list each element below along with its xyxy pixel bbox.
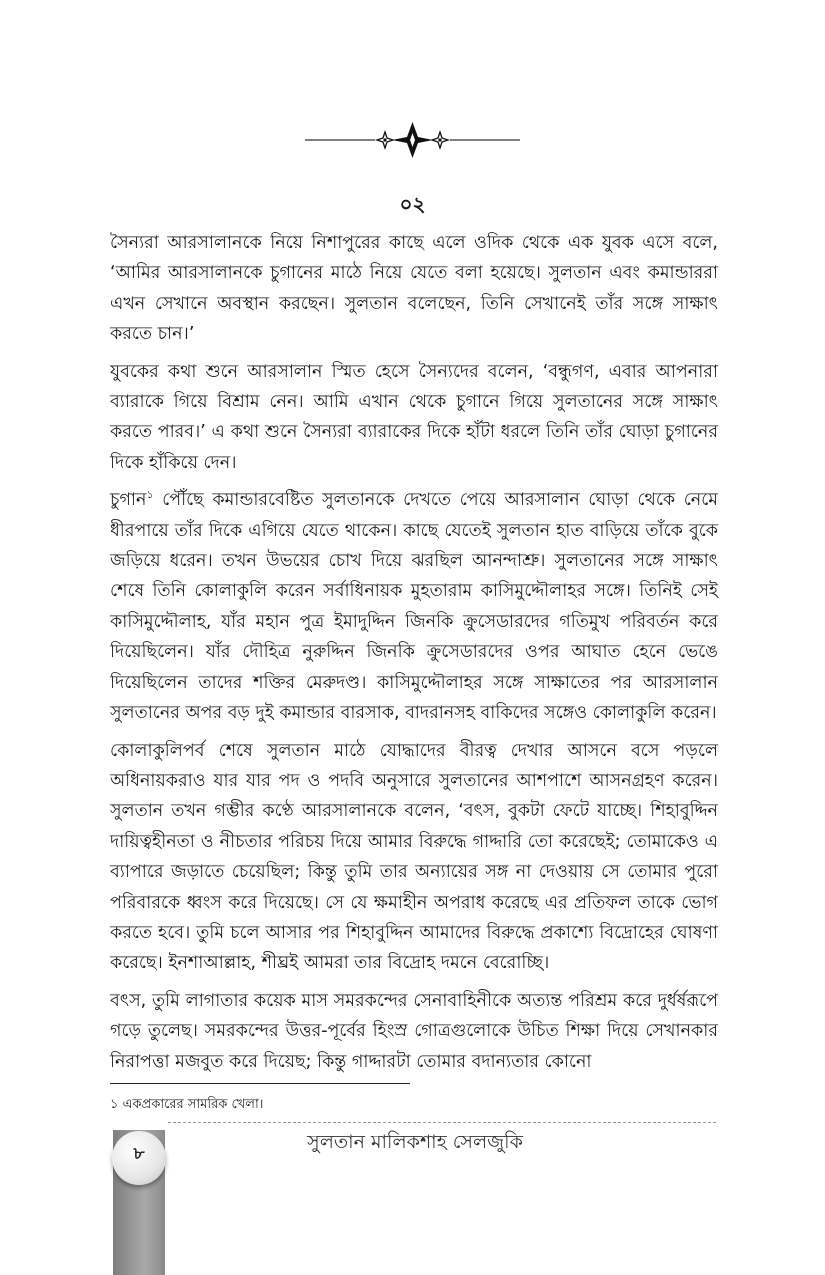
footnote-marker[interactable]: ১ — [146, 488, 154, 502]
footer-divider — [168, 1122, 716, 1123]
footnote-divider — [110, 1083, 410, 1084]
paragraph-text: পৌঁছে কমান্ডারবেষ্টিত সুলতানকে দেখতে পেয়ে আরসালান ঘোড়া থেকে নেমে ধীরপায়ে তাঁর দিকে এগিয়ে যেতে থাকেন। কাছে যেতেই সুলতান হাত বাড়িয়ে তাঁকে বুকে জড়িয়ে ধরেন। তখন উভয়ের চোখ দিয়ে ঝরছিল আনন্দাশ্রু। সুলতানের সঙ্গে সাক্ষাৎ শেষে তিনি কোলাকুলি করেন সর্বাধিনায়ক মুহতারাম কাসিমুদ্দৌলাহর সঙ্গে। তিনিই সেই কাসিমুদ্দৌলাহ, যাঁর মহান পুত্র ইমাদুদ্দিন জিনকি ক্রুসেডারদের গতিমুখ পরিবর্তন করে দিয়েছিলেন। যাঁর দৌহিত্র নুরুদ্দিন জিনকি ক্রুসেডারদের ওপর আঘাত হেনে ভেঙে দিয়েছিলেন তাদের শক্তির মেরুদণ্ড। কাসিমুদ্দৌলাহর সঙ্গে সাক্ষাতের পর আরসালান সুলতানের অপর বড় দুই কমান্ডার বারসাক, বাদরানসহ বাকিদের সঙ্গেও কোলাকুলি করেন। — [110, 490, 718, 724]
running-title: সুলতান মালিকশাহ সেলজুকি — [307, 1131, 523, 1153]
chapter-ornament — [305, 118, 520, 162]
page-number: ৮ — [133, 1144, 145, 1164]
footnote-number: ১ — [110, 1097, 119, 1112]
chapter-number: ০২ — [399, 192, 426, 216]
paragraph — [110, 485, 718, 728]
paragraph-lead-word: চুগান — [110, 490, 147, 511]
paragraph: যুবকের কথা শুনে আরসালান স্মিত হেসে সৈন্যদের বলেন, ‘বন্ধুগণ, এবার আপনারা ব্যারাকে গিয়ে বিশ্রাম নেন। আমি এখান থেকে চুগানে গিয়ে সুলতানের সঙ্গে সাক্ষাৎ করতে পারব।’ এ কথা শুনে সৈন্যরা ব্যারাকের দিকে হাঁটা ধরলে তিনি তাঁর ঘোড়া চুগানের দিকে হাঁকিয়ে দেন। — [110, 361, 718, 473]
footnote — [110, 1095, 263, 1116]
paragraph: সৈন্যরা আরসালানকে নিয়ে নিশাপুরের কাছে এলে ওদিক থেকে এক যুবক এসে বলে, ‘আমির আরসালানকে চুগানের মাঠে নিয়ে যেতে বলা হয়েছে। সুলতান এবং কমান্ডাররা এখন সেখানে অবস্থান করছেন। সুলতান বলেছেন, তিনি সেখানেই তাঁর সঙ্গে সাক্ষাৎ করতে চান।’ — [110, 233, 718, 345]
body-text — [110, 228, 718, 1084]
page-number-badge — [112, 1131, 166, 1185]
paragraph: বৎস, তুমি লাগাতার কয়েক মাস সমরকন্দের সেনাবাহিনীকে অত্যন্ত পরিশ্রম করে দুর্ধর্ষরূপে গড়ে তুলেছ। সমরকন্দের উত্তর-পূর্বের হিংস্র গোত্রগুলোকে উচিত শিক্ষা দিয়ে সেখানকার নিরাপত্তা মজবুত করে দিয়েছ; কিন্তু গাদ্দারটা তোমার বদান্যতার কোনো — [110, 990, 718, 1072]
footnote-text: একপ্রকারের সামরিক খেলা। — [122, 1097, 264, 1112]
paragraph: কোলাকুলিপর্ব শেষে সুলতান মাঠে যোদ্ধাদের বীরত্ব দেখার আসনে বসে পড়লে অধিনায়করাও যার যার পদ ও পদবি অনুসারে সুলতানের আশপাশে আসনগ্রহণ করেন। সুলতান তখন গম্ভীর কণ্ঠে আরসালানকে বলেন, ‘বৎস, বুকটা ফেটে যাচ্ছে। শিহাবুদ্দিন দায়িত্বহীনতা ও নীচতার পরিচয় দিয়ে আমার বিরুদ্ধে গাদ্দারি তো করেছেই; তোমাকেও এ ব্যাপারে জড়াতে চেয়েছিল; কিন্তু তুমি তার অন্যায়ের সঙ্গ না দেওয়ায় সে তোমার পুরো পরিবারকে ধ্বংস করে দিয়েছে। সে যে ক্ষমাহীন অপরাধ করেছে এর প্রতিফল তাকে ভোগ করতে হবে। তুমি চলে আসার পর শিহাবুদ্দিন আমাদের বিরুদ্ধে প্রকাশ্যে বিদ্রোহের ঘোষণা করেছে। ইনশাআল্লাহ, শীঘ্রই আমরা তার বিদ্রোহ দমনে বেরোচ্ছি। — [110, 740, 718, 974]
